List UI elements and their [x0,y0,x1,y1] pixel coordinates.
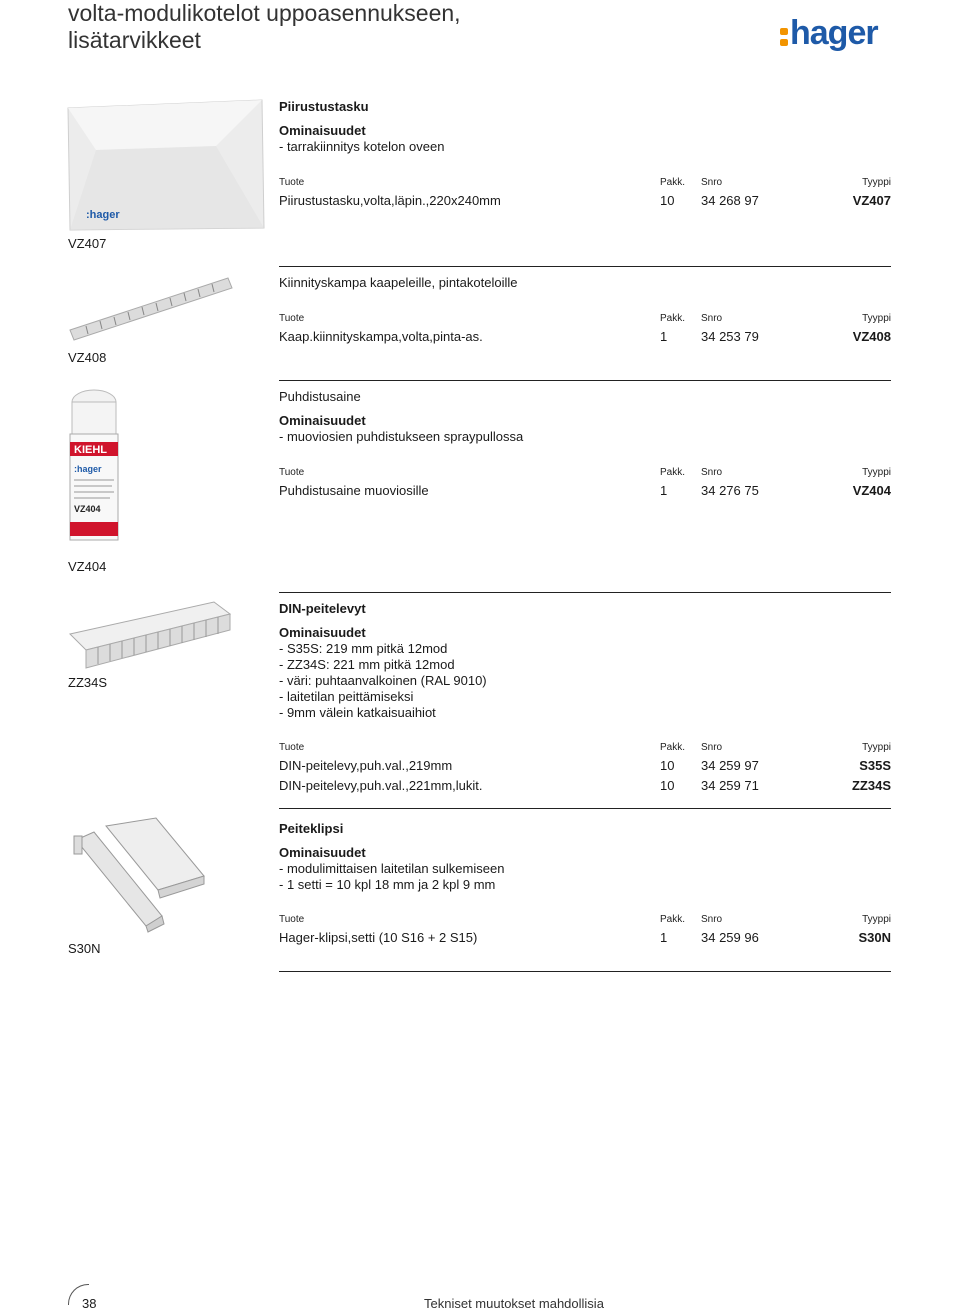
product-title: Piirustustasku [279,99,369,114]
image-hager-label: :hager [74,464,102,474]
table-header [279,742,891,756]
cell-snro: 34 276 75 [701,483,759,498]
table-row [279,930,891,946]
product-title: DIN-peitelevyt [279,601,366,616]
cell-tyyppi: VZ407 [852,193,891,208]
table-header [279,914,891,928]
col-tyyppi: Tyyppi [862,914,891,925]
cell-snro: 34 259 97 [701,758,759,773]
table-header [279,467,891,481]
product-title: Puhdistusaine [279,389,361,404]
table-header [279,313,891,327]
cell-snro: 34 259 96 [701,930,759,945]
logo-dots-icon [780,28,788,50]
table-row [279,778,891,794]
divider [279,971,891,972]
product-caption: ZZ34S [68,675,108,690]
feature-item: - modulimittaisen laitetilan sulkemiseen [279,861,505,876]
cell-tyyppi: S30N [858,930,891,945]
features-heading: Ominaisuudet [279,845,366,860]
col-snro: Snro [701,742,723,753]
divider [279,266,891,267]
cell-tyyppi: VZ408 [852,329,891,344]
table-row [279,758,891,774]
col-snro: Snro [701,914,723,925]
cell-snro: 34 253 79 [701,329,759,344]
table-row [279,483,891,499]
product-caption: VZ404 [68,559,107,574]
cell-pakk: 1 [660,930,668,945]
cable-comb-image [66,274,234,344]
col-tyyppi: Tyyppi [862,177,891,188]
feature-item: - 9mm välein katkaisuaihiot [279,705,436,720]
col-pakk: Pakk. [660,313,686,324]
col-pakk: Pakk. [660,177,686,188]
col-tyyppi: Tyyppi [862,742,891,753]
page-title [68,0,461,54]
col-tyyppi: Tyyppi [862,467,891,478]
spray-can-image [64,386,124,546]
cell-tuote: DIN-peitelevy,puh.val.,219mm [279,758,453,773]
logo-wordmark: hager [790,14,878,52]
feature-item: - S35S: 219 mm pitkä 12mod [279,641,448,656]
image-code-label: VZ404 [74,504,101,514]
cell-tuote: Piirustustasku,volta,läpin.,220x240mm [279,193,501,208]
din-cover-image [64,600,234,672]
product-caption: VZ408 [68,350,107,365]
feature-item: - ZZ34S: 221 mm pitkä 12mod [279,657,455,672]
cell-tuote: Hager-klipsi,setti (10 S16 + 2 S15) [279,930,478,945]
features-heading: Ominaisuudet [279,413,366,428]
col-tuote: Tuote [279,177,305,188]
col-snro: Snro [701,177,723,188]
cell-pakk: 10 [660,758,675,773]
feature-item: - väri: puhtaanvalkoinen (RAL 9010) [279,673,487,688]
col-tuote: Tuote [279,742,305,753]
col-tyyppi: Tyyppi [862,313,891,324]
cell-tuote: DIN-peitelevy,puh.val.,221mm,lukit. [279,778,483,793]
cell-pakk: 10 [660,778,675,793]
feature-item: - 1 setti = 10 kpl 18 mm ja 2 kpl 9 mm [279,877,496,892]
cell-tyyppi: VZ404 [852,483,891,498]
image-brand-label: KIEHL [74,444,107,456]
col-tuote: Tuote [279,914,305,925]
col-snro: Snro [701,313,723,324]
cell-snro: 34 259 71 [701,778,759,793]
feature-item: - tarrakiinnitys kotelon oveen [279,139,445,154]
col-snro: Snro [701,467,723,478]
table-row [279,193,891,209]
col-tuote: Tuote [279,467,305,478]
image-hager-label: :hager [86,209,120,221]
col-pakk: Pakk. [660,914,686,925]
product-caption: VZ407 [68,236,107,251]
product-title: Kiinnityskampa kaapeleille, pintakoteloille [279,275,518,290]
drawing-pocket-image [66,98,266,233]
divider [279,592,891,593]
page-number: 38 [82,1296,97,1311]
cell-tyyppi: ZZ34S [851,778,891,793]
cell-tuote: Kaap.kiinnityskampa,volta,pinta-as. [279,329,483,344]
title-line-1: volta-modulikotelot uppoasennukseen, [68,0,461,26]
cover-clip-image [66,816,206,934]
col-pakk: Pakk. [660,742,686,753]
divider [279,380,891,381]
table-row [279,329,891,345]
cell-tyyppi: S35S [859,758,891,773]
footer-note: Tekniset muutokset mahdollisia [424,1296,604,1311]
features-heading: Ominaisuudet [279,123,366,138]
divider [279,808,891,809]
feature-item: - muoviosien puhdistukseen spraypullossa [279,429,524,444]
col-pakk: Pakk. [660,467,686,478]
product-caption: S30N [68,941,101,956]
col-tuote: Tuote [279,313,305,324]
feature-item: - laitetilan peittämiseksi [279,689,414,704]
table-header [279,177,891,191]
cell-pakk: 10 [660,193,675,208]
cell-pakk: 1 [660,329,668,344]
features-heading: Ominaisuudet [279,625,366,640]
title-line-2: lisätarvikkeet [68,27,201,53]
cell-tuote: Puhdistusaine muoviosille [279,483,429,498]
cell-pakk: 1 [660,483,668,498]
cell-snro: 34 268 97 [701,193,759,208]
product-title: Peiteklipsi [279,821,344,836]
